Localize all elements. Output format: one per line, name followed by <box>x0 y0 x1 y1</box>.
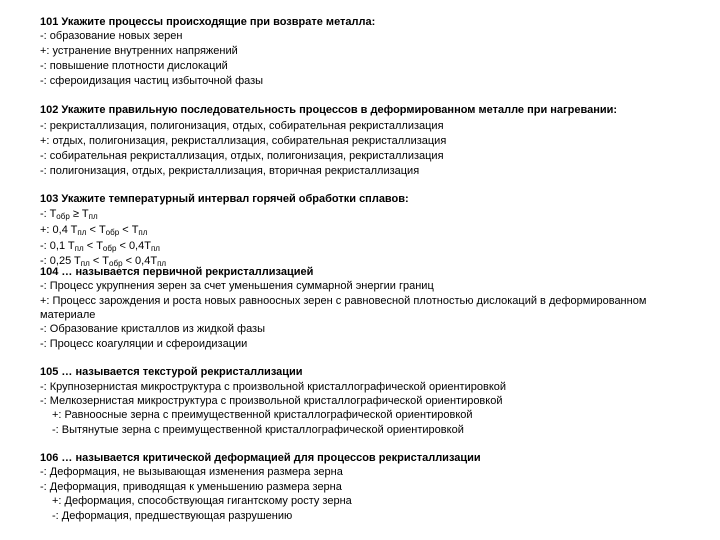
question-101-option-4: -: сфероидизация частиц избыточной фазы <box>40 75 264 87</box>
question-105-option-1: -: Крупнозернистая микроструктура с произвольной кристаллографической ориентировкой <box>40 381 507 393</box>
question-104-option-4: -: Процесс коагуляции и сфероидизации <box>40 338 248 350</box>
question-101-title: 101 Укажите процессы происходящие при возврате металла: <box>40 16 376 28</box>
question-105-title: 105 … называется текстурой рекристаллизации <box>40 366 303 378</box>
question-103-option-4: -: 0,25 $T_{пл} < T_{обр} < 0,4T_{пл}$ <box>40 255 167 268</box>
question-105-option-4: -: Вытянутые зерна с преимущественной кристаллографической ориентировкой <box>52 424 464 436</box>
question-101-option-3: -: повышение плотности дислокаций <box>40 60 228 72</box>
question-102-option-4: -: полигонизация, отдых, рекристаллизация, вторичная рекристаллизация <box>40 165 420 177</box>
question-106-option-2: -: Деформация, приводящая к уменьшению размера зерна <box>40 481 342 493</box>
question-101-option-2: +: устранение внутренних напряжений <box>40 45 238 57</box>
question-106-option-3: +: Деформация, способствующая гигантскому росту зерна <box>52 495 352 507</box>
question-106-option-4: -: Деформация, предшествующая разрушению <box>52 510 293 522</box>
question-105-option-3: +: Равноосные зерна с преимущественной кристаллографической ориентировкой <box>52 409 473 421</box>
question-102-title: 102 Укажите правильную последовательность процессов в деформированном металле при нагревании: <box>40 104 618 116</box>
question-105-option-2: -: Мелкозернистая микроструктура с произвольной кристаллографической ориентировкой <box>40 395 503 407</box>
question-104-option-1: -: Процесс укрупнения зерен за счет уменьшения суммарной энергии границ <box>40 280 434 292</box>
question-102-option-2: +: отдых, полигонизация, рекристаллизация, собирательная рекристаллизация <box>40 135 447 147</box>
question-102-option-3: -: собирательная рекристаллизация, отдых, полигонизация, рекристаллизация <box>40 150 444 162</box>
question-106-title: 106 … называется критической деформацией для процессов рекристаллизации <box>40 452 481 464</box>
question-104-title: 104 … называется первичной рекристаллизацией <box>40 266 314 278</box>
question-103-option-1: -: $T_{обр} \ge T_{пл}$ <box>40 208 98 221</box>
question-106-option-1: -: Деформация, не вызывающая изменения размера зерна <box>40 466 343 478</box>
question-103-option-2: +: 0,4 $T_{пл} < T_{обр} < T_{пл}$ <box>40 224 148 237</box>
question-101-option-1: -: образование новых зерен <box>40 30 183 42</box>
question-103-title: 103 Укажите температурный интервал горячей обработки сплавов: <box>40 193 409 205</box>
question-103-option-3: -: 0,1 $T_{пл} < T_{обр} < 0,4T_{пл}$ <box>40 240 160 253</box>
question-104-option-2-continuation: материале <box>40 309 96 321</box>
question-102-option-1: -: рекристаллизация, полигонизация, отдых, собирательная рекристаллизация <box>40 120 444 132</box>
question-104-option-3: -: Образование кристаллов из жидкой фазы <box>40 323 266 335</box>
question-104-option-2: +: Процесс зарождения и роста новых равноосных зерен с равновесной плотностью дислокаций в деформированном <box>40 295 647 307</box>
